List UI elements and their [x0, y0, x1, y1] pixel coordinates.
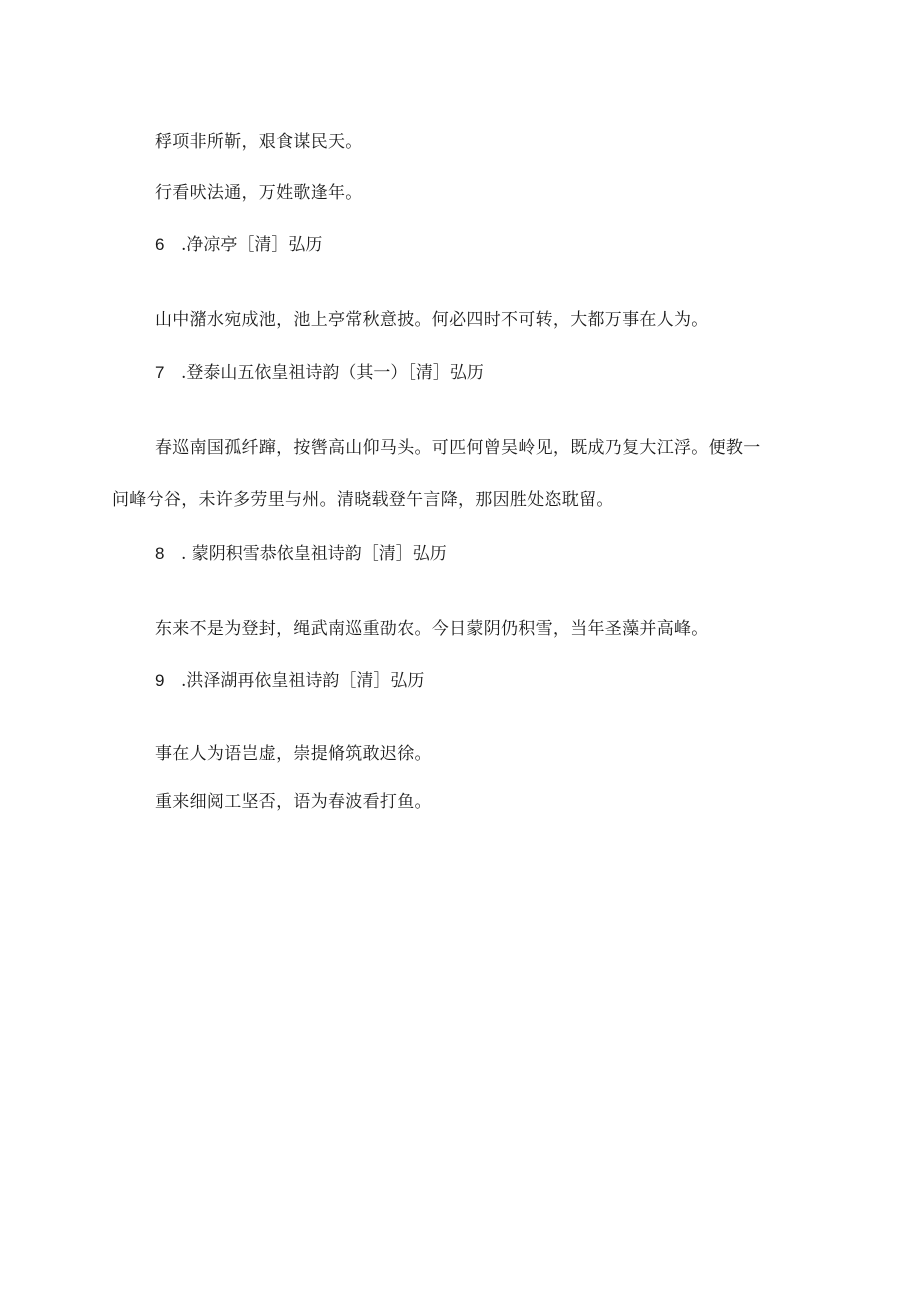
poem-line: 重来细阅工坚否，语为春波看打鱼。	[155, 792, 432, 812]
poem-number: 7	[155, 363, 165, 382]
poem-heading-6	[155, 234, 322, 256]
poem-line: 稃项非所靳，艰食谋民天。	[155, 132, 363, 152]
poem-heading-7	[155, 362, 484, 384]
poem-number: 9	[155, 671, 165, 690]
poem-title: .登泰山五依皇祖诗韵（其一）［清］弘历	[181, 363, 484, 383]
poem-number: 8	[155, 544, 165, 563]
poem-line: 行看吠法通，万姓歌逢年。	[155, 183, 363, 203]
poem-heading-8	[155, 543, 447, 565]
poem-line: 春巡南国孤纤蹿，按辔高山仰马头。可匹何曾吴岭见，既成乃复大江浮。便教一	[155, 438, 761, 458]
poem-title: .净凉亭［清］弘历	[181, 235, 323, 255]
poem-number: 6	[155, 235, 165, 254]
poem-line: 山中潴水宛成池，池上亭常秋意披。何必四时不可转，大都万事在人为。	[155, 310, 709, 330]
poem-line: 东来不是为登封，绳武南巡重劭农。今日蒙阴仍积雪，当年圣藻并高峰。	[155, 619, 709, 639]
poem-title: . 蒙阴积雪恭依皇祖诗韵［清］弘历	[181, 544, 447, 564]
poem-heading-9	[155, 670, 424, 692]
poem-line: 事在人为语岂虚，崇提脩筑敢迟徐。	[155, 744, 432, 764]
poem-line: 问峰兮谷，未许多劳里与州。清晓载登午言降，那因胜处恣耽留。	[112, 490, 614, 510]
poem-title: .洪泽湖再依皇祖诗韵［清］弘历	[181, 671, 425, 691]
